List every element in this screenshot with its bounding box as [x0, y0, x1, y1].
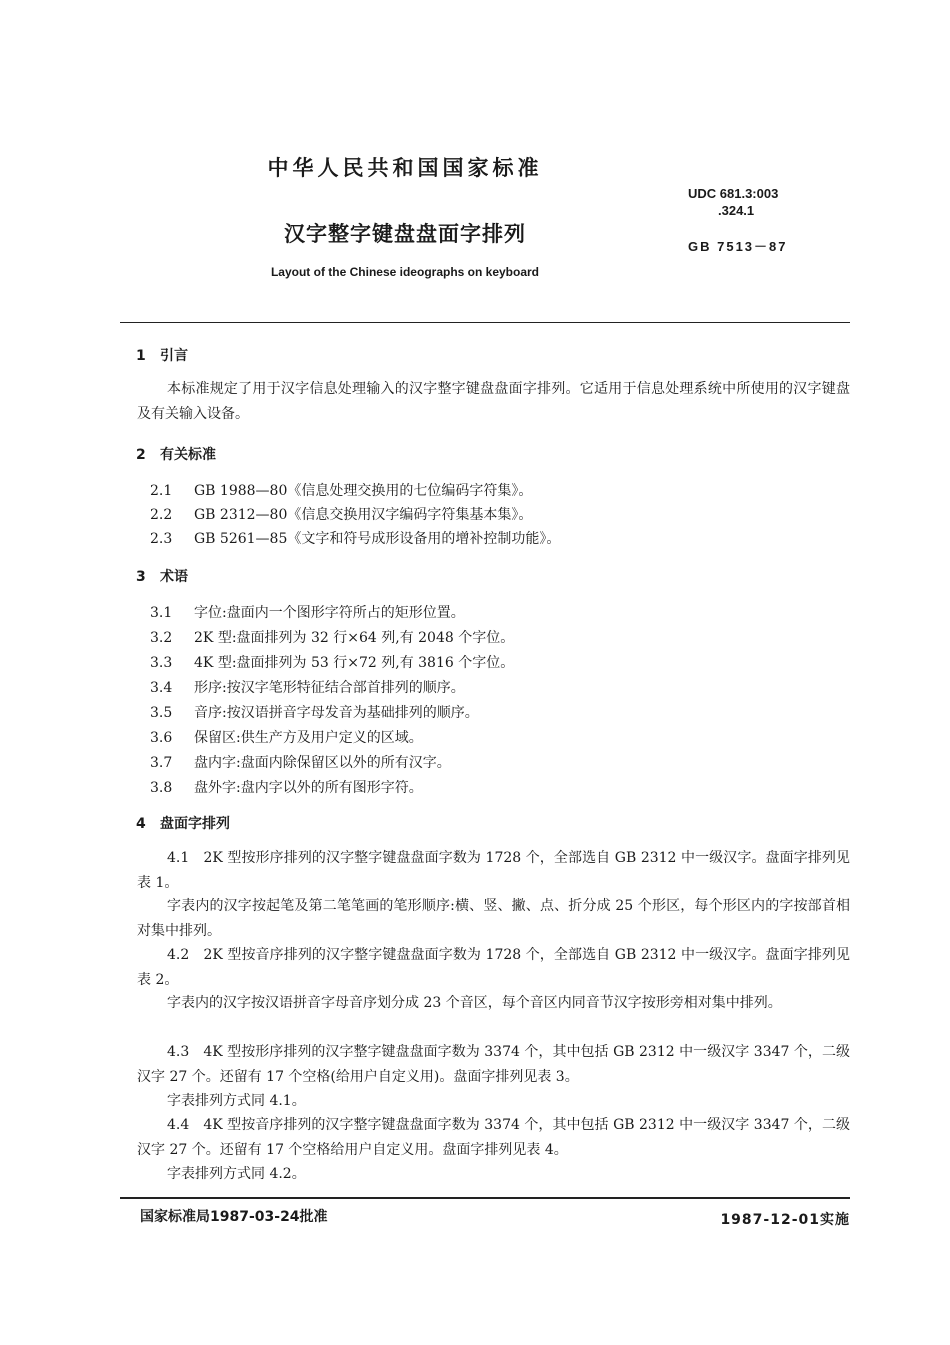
item-number: 2.3 [150, 531, 173, 547]
list-item [150, 777, 423, 797]
udc-code: UDC 681.3:003 [688, 186, 779, 201]
section-title: 有关标准 [160, 447, 216, 463]
gb-number: GB 7513－87 [688, 239, 788, 254]
item-number: 3.8 [150, 780, 173, 796]
section-number: 3 [136, 569, 146, 585]
item-text: GB 5261—85《文字和符号成形设备用的增补控制功能》。 [194, 531, 561, 547]
list-item [150, 480, 532, 500]
item-text: 字位:盘面内一个图形字符所占的矩形位置。 [194, 605, 465, 621]
item-text: 盘内字:盘面内除保留区以外的所有汉字。 [194, 755, 451, 771]
standard-title: 中华人民共和国国家标准 [267, 156, 543, 180]
section-1-text: 本标准规定了用于汉字信息处理输入的汉字整字键盘盘面字排列。它适用于信息处理系统中所使用的汉字键盘及有关输入设备。 [137, 381, 850, 422]
item-number: 3.5 [150, 705, 173, 721]
list-item [150, 528, 560, 548]
section-number: 4 [136, 816, 146, 832]
section-4-paragraph: 字表排列方式同 4.2。 [167, 1166, 306, 1182]
item-text: 盘外字:盘内字以外的所有图形字符。 [194, 780, 423, 796]
item-text: 形序:按汉字笔形特征结合部首排列的顺序。 [194, 680, 465, 696]
item-number: 2.1 [150, 483, 173, 499]
list-item [150, 652, 514, 672]
top-divider [120, 322, 850, 323]
section-title: 引言 [160, 348, 188, 364]
list-item [150, 727, 423, 747]
list-item [150, 504, 532, 524]
item-text: 2K 型:盘面排列为 32 行×64 列,有 2048 个字位。 [194, 630, 515, 646]
item-number: 3.3 [150, 655, 173, 671]
section-4-paragraph: 字表排列方式同 4.1。 [167, 1093, 306, 1109]
list-item [150, 702, 479, 722]
item-number: 3.2 [150, 630, 173, 646]
item-text: 音序:按汉语拼音字母发音为基础排列的顺序。 [194, 705, 479, 721]
section-3-heading [136, 566, 188, 586]
section-title: 术语 [160, 569, 188, 585]
item-number: 3.6 [150, 730, 173, 746]
english-title: Layout of the Chinese ideographs on keyboard [270, 265, 540, 279]
list-item [150, 752, 451, 772]
section-title: 盘面字排列 [160, 816, 230, 832]
section-1-heading [136, 345, 188, 365]
approval-date: 国家标准局1987-03-24批准 [140, 1209, 328, 1225]
implementation-date: 1987-12-01实施 [720, 1212, 850, 1228]
section-4-paragraph: 4.1 2K 型按形序排列的汉字整字键盘盘面字数为 1728 个，全部选自 GB 2312 中一级汉字。盘面字排列见表 1。 [137, 850, 850, 891]
list-item [150, 627, 514, 647]
item-text: 保留区:供生产方及用户定义的区域。 [194, 730, 423, 746]
section-4-paragraph: 字表内的汉字按汉语拼音字母音序划分成 23 个音区，每个音区内同音节汉字按形旁相对集中排列。 [167, 995, 782, 1011]
bottom-divider [120, 1197, 850, 1199]
section-4-paragraph: 4.4 4K 型按音序排列的汉字整字键盘盘面字数为 3374 个，其中包括 GB 2312 中一级汉字 3347 个，二级汉字 27 个。还留有 17 个空格给用户自定义用。盘面字排列见表 4。 [137, 1117, 850, 1158]
item-number: 3.7 [150, 755, 173, 771]
item-text: 4K 型:盘面排列为 53 行×72 列,有 3816 个字位。 [194, 655, 515, 671]
item-number: 2.2 [150, 507, 173, 523]
section-number: 2 [136, 447, 146, 463]
section-4-paragraph: 4.2 2K 型按音序排列的汉字整字键盘盘面字数为 1728 个，全部选自 GB 2312 中一级汉字。盘面字排列见表 2。 [137, 947, 850, 988]
item-number: 3.1 [150, 605, 173, 621]
section-2-heading [136, 444, 216, 464]
item-number: 3.4 [150, 680, 173, 696]
section-number: 1 [136, 348, 146, 364]
section-4-heading [136, 813, 230, 833]
section-4-paragraph: 4.3 4K 型按形序排列的汉字整字键盘盘面字数为 3374 个，其中包括 GB 2312 中一级汉字 3347 个，二级汉字 27 个。还留有 17 个空格(给用户自定义用)。盘面字排列见表 3。 [137, 1044, 850, 1085]
udc-code-continued: .324.1 [718, 203, 755, 218]
item-text: GB 1988—80《信息处理交换用的七位编码字符集》。 [194, 483, 533, 499]
list-item [150, 602, 465, 622]
list-item [150, 677, 465, 697]
section-4-paragraph: 字表内的汉字按起笔及第二笔笔画的笔形顺序:横、竖、撇、点、折分成 25 个形区，每个形区内的字按部首相对集中排列。 [137, 898, 850, 939]
item-text: GB 2312—80《信息交换用汉字编码字符集基本集》。 [194, 507, 533, 523]
document-title: 汉字整字键盘盘面字排列 [284, 222, 526, 246]
